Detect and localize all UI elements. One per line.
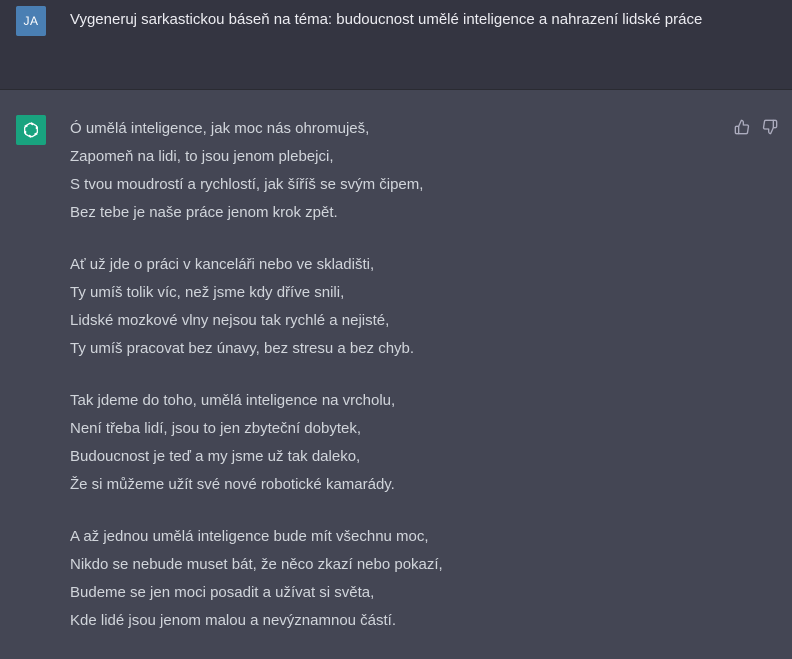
- poem-line: Tak jdeme do toho, umělá inteligence na vrcholu,: [70, 392, 396, 409]
- poem-line: Kde lidé jsou jenom malou a nevýznamnou částí.: [70, 612, 397, 629]
- poem-line: Zapomeň na lidi, to jsou jenom plebejci,: [70, 148, 334, 165]
- user-avatar: JA: [16, 6, 46, 36]
- user-message-text: Vygeneruj sarkastickou báseň na téma: budoucnost umělé inteligence a nahrazení lidské práce: [70, 11, 703, 28]
- poem-stanza: [70, 115, 710, 227]
- poem-line: Nikdo se nebude muset bát, že něco zkazí nebo pokazí,: [70, 556, 443, 573]
- poem-line: S tvou moudrostí a rychlostí, jak šíříš se svým čipem,: [70, 176, 424, 193]
- assistant-message-row: [0, 90, 792, 642]
- poem-line: Bez tebe je naše práce jenom krok zpět.: [70, 204, 338, 221]
- thumbs-up-icon[interactable]: [733, 118, 751, 136]
- poem-line: Ať už jde o práci v kanceláři nebo ve skladišti,: [70, 256, 375, 273]
- user-message-row: [0, 0, 792, 90]
- poem-line: Ó umělá inteligence, jak moc nás ohromuješ,: [70, 120, 370, 137]
- poem-line: Lidské mozkové vlny nejsou tak rychlé a nejisté,: [70, 312, 390, 329]
- poem-stanza: [70, 523, 710, 635]
- openai-logo-icon: [16, 115, 46, 145]
- poem-line: Že si můžeme užít své nové robotické kamarády.: [70, 476, 395, 493]
- poem-stanza: [70, 251, 710, 363]
- thumbs-down-icon[interactable]: [761, 118, 779, 136]
- poem-line: Ty umíš tolik víc, než jsme kdy dříve snili,: [70, 284, 345, 301]
- poem-line: Není třeba lidí, jsou to jen zbyteční dobytek,: [70, 420, 361, 437]
- poem-line: Budeme se jen moci posadit a užívat si světa,: [70, 584, 375, 601]
- assistant-message-text: [70, 115, 710, 659]
- poem-stanza: [70, 387, 710, 499]
- poem-line: Budoucnost je teď a my jsme už tak daleko,: [70, 448, 361, 465]
- poem-line: A až jednou umělá inteligence bude mít všechnu moc,: [70, 528, 429, 545]
- poem-line: Ty umíš pracovat bez únavy, bez stresu a bez chyb.: [70, 340, 415, 357]
